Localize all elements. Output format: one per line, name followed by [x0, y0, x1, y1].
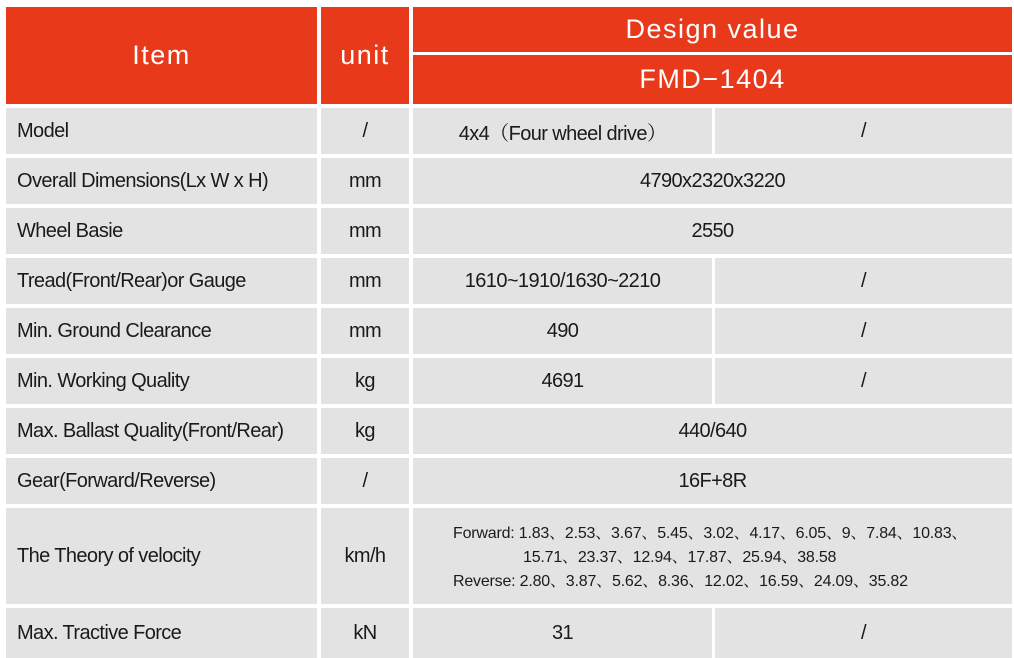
row-value: 4691	[413, 358, 712, 404]
row-unit: mm	[321, 158, 409, 204]
row-unit: kg	[321, 358, 409, 404]
row-item: Max. Ballast Quality(Front/Rear)	[6, 408, 317, 454]
header-model-code: FMD−1404	[413, 55, 1012, 104]
row-item: Min. Working Quality	[6, 358, 317, 404]
row-unit: km/h	[321, 508, 409, 604]
row-item: The Theory of velocity	[6, 508, 317, 604]
row-unit: /	[321, 458, 409, 504]
row-unit: mm	[321, 258, 409, 304]
row-value: 1610~1910/1630~2210	[413, 258, 712, 304]
header-unit: unit	[321, 7, 409, 104]
velocity-values	[413, 508, 1012, 604]
row-item: Max. Tractive Force	[6, 608, 317, 658]
row-item: Gear(Forward/Reverse)	[6, 458, 317, 504]
row-value: 4790x2320x3220	[413, 158, 1012, 204]
row-extra: /	[715, 308, 1012, 354]
velocity-forward-line2: 15.71、23.37、12.94、17.87、25.94、38.58	[523, 549, 837, 566]
header-design-value: Design value	[413, 7, 1012, 52]
row-item: Min. Ground Clearance	[6, 308, 317, 354]
row-item: Tread(Front/Rear)or Gauge	[6, 258, 317, 304]
row-extra: /	[715, 358, 1012, 404]
header-item: Item	[6, 7, 317, 104]
velocity-reverse: Reverse: 2.80、3.87、5.62、8.36、12.02、16.59、24.09、35.82	[453, 573, 908, 590]
row-item: Model	[6, 108, 317, 154]
row-item: Overall Dimensions(Lx W x H)	[6, 158, 317, 204]
row-unit: mm	[321, 308, 409, 354]
row-unit: kg	[321, 408, 409, 454]
row-value: 31	[413, 608, 712, 658]
row-unit: kN	[321, 608, 409, 658]
velocity-forward-line1: Forward: 1.83、2.53、3.67、5.45、3.02、4.17、6.05、9、7.84、10.83、	[453, 525, 968, 542]
row-value: 490	[413, 308, 712, 354]
row-value: 440/640	[413, 408, 1012, 454]
row-extra: /	[715, 108, 1012, 154]
row-value: 2550	[413, 208, 1012, 254]
spec-table	[6, 7, 1012, 658]
row-value: 16F+8R	[413, 458, 1012, 504]
row-unit: /	[321, 108, 409, 154]
row-extra: /	[715, 258, 1012, 304]
row-value: 4x4（Four wheel drive）	[413, 108, 712, 154]
row-item: Wheel Basie	[6, 208, 317, 254]
row-extra: /	[715, 608, 1012, 658]
row-unit: mm	[321, 208, 409, 254]
